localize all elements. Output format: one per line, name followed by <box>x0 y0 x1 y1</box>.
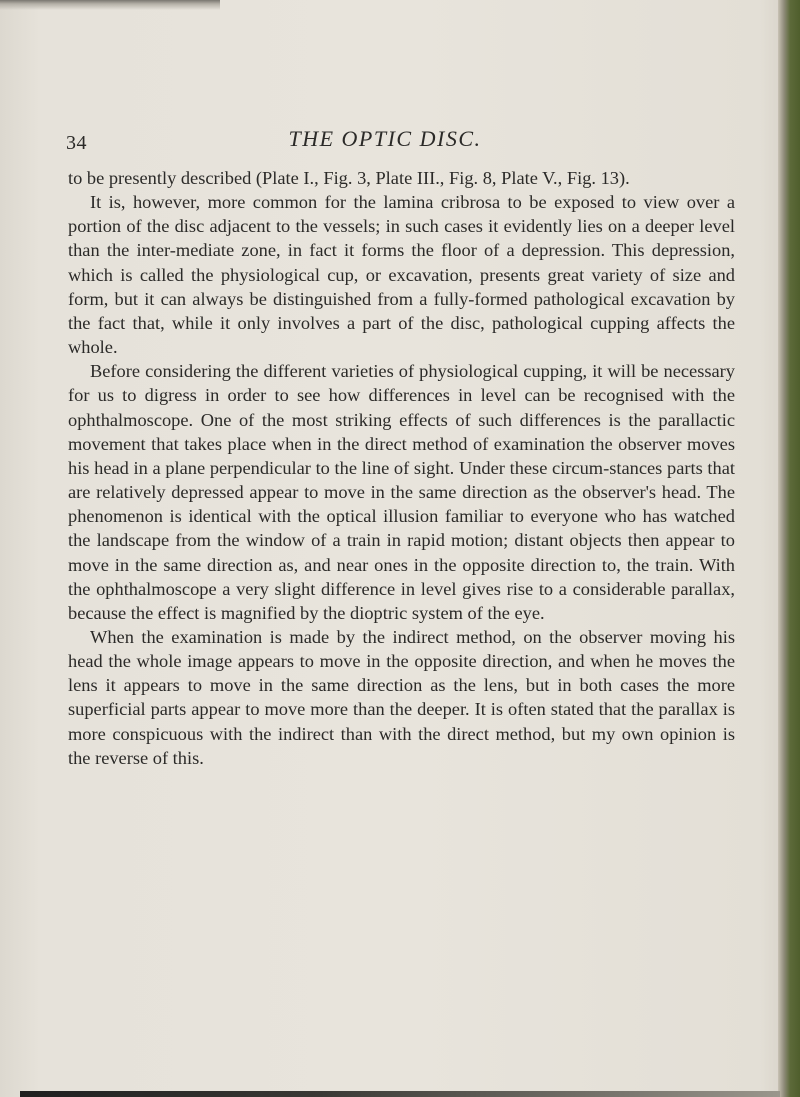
body-text <box>68 166 735 770</box>
running-title: THE OPTIC DISC. <box>288 126 482 151</box>
top-edge-rule <box>0 0 220 10</box>
page-number: 34 <box>66 132 87 154</box>
page-edge-shadow <box>778 0 800 1097</box>
paragraph-1: to be presently described (Plate I., Fig. 3, Plate III., Fig. 8, Plate V., Fig. 13). <box>68 168 630 188</box>
bottom-edge-rule <box>20 1091 780 1097</box>
running-header <box>0 126 770 156</box>
paragraph-2: It is, however, more common for the lamina cribrosa to be exposed to view over a portion of the disc adjacent to the vessels; in such cases it evidently lies on a deeper level than the inter-mediate zone, in fact it forms the floor of a depression. This depression, which is called the physiological cup, or excavation, presents great variety of size and form, but it can always be distinguished from a fully-formed pathological excavation by the fact that, while it only involves a part of the disc, pathological cupping affects the whole. <box>68 192 735 358</box>
paragraph-4: When the examination is made by the indirect method, on the observer moving his head the whole image appears to move in the opposite direction, and when he moves the lens it appears to move in the same direction as the lens, but in both cases the more superficial parts appear to move more than the deeper. It is often stated that the parallax is more conspicuous with the indirect than with the direct method, but my own opinion is the reverse of this. <box>68 626 735 768</box>
paragraph-3: Before considering the different varieties of physiological cupping, it will be necessary for us to digress in order to see how differences in level can be recognised with the ophthalmoscope. One of the most striking effects of such differences is the parallactic movement that takes place when in the direct method of examination the observer moves his head in a plane perpendicular to the line of sight. Under these circum-stances parts that are relatively depressed appear to move in the same direction as the observer's head. The phenomenon is identical with the optical illusion familiar to everyone who has watched the landscape from the window of a train in rapid motion; distant objects then appear to move in the same direction as, and near ones in the opposite direction to, the train. With the ophthalmoscope a very slight difference in level gives rise to a considerable parallax, because the effect is magnified by the dioptric system of the eye. <box>68 361 735 623</box>
